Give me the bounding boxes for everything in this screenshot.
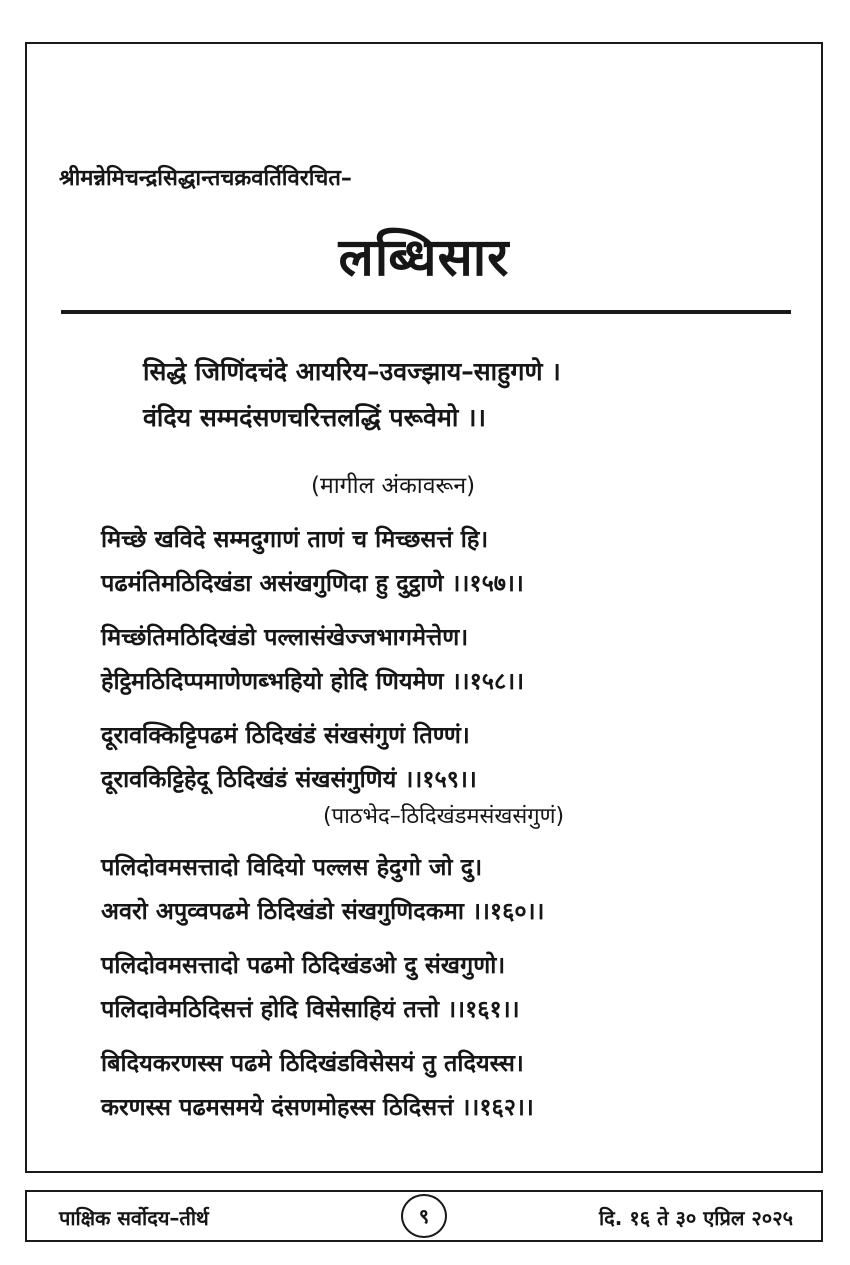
verse-list xyxy=(101,522,564,1144)
verse-161 xyxy=(101,948,564,1036)
page-frame xyxy=(25,42,823,1173)
page-title: लब्धिसार xyxy=(338,228,510,288)
verse-160 xyxy=(101,850,564,938)
issue-date: दि. १६ ते ३० एप्रिल २०२५ xyxy=(599,1206,793,1230)
verse-line: मिच्छंतिमठिदिखंडो पल्लासंखेज्जभागमेत्तेण। xyxy=(101,623,469,651)
verse-162 xyxy=(101,1046,564,1134)
invocation-line: वंदिय सम्मदंसणचरित्तलद्धिं परूवेमो ।। xyxy=(143,403,486,432)
verse-line: पलिदावेमठिदिसत्तं होदि विसेसाहियं तत्तो ।।१६१।। xyxy=(101,995,520,1023)
verse-line: अवरो अपुव्वपढमे ठिदिखंडो संखगुणिदकमा ।।१६०।। xyxy=(101,897,545,925)
verse-157 xyxy=(101,522,564,610)
verse-line: करणस्स पढमसमये दंसणमोहस्स ठिदिसत्तं ।।१६२।। xyxy=(101,1093,534,1121)
invocation-line: सिद्धे जिणिंदचंदे आयरिय–उवज्झाय–साहुगणे । xyxy=(143,357,561,386)
verse-159 xyxy=(101,718,564,840)
verse-line: पढमंतिमठिदिखंडा असंखगुणिदा हु दुट्ठाणे ।।१५७।। xyxy=(101,569,524,597)
title-divider xyxy=(61,310,791,314)
verse-line: मिच्छे खविदे सम्मदुगाणं ताणं च मिच्छसत्तं हि। xyxy=(101,525,489,553)
attribution: श्रीमन्नेमिचन्द्रसिद्धान्तचक्रवर्तिविरचित– xyxy=(59,166,352,191)
verse-line: दूरावक्किट्टिपढमं ठिदिखंडं संखसंगुणं तिण्णं। xyxy=(101,721,470,749)
invocation-verse xyxy=(143,354,561,446)
continued-note: (मागील अंकावरून) xyxy=(311,473,476,499)
verse-line: दूरावकिट्टिहेदू ठिदिखंडं संखसंगुणियं ।।१५९।। xyxy=(101,765,477,793)
publication-name: पाक्षिक सर्वोदय–तीर्थ xyxy=(59,1206,209,1230)
verse-line: हेट्ठिमठिदिप्पमाणेणब्भहियो होदि णियमेण ।।१५८।। xyxy=(101,667,525,695)
verse-line: पलिदोवमसत्तादो पढमो ठिदिखंडओ दु संखगुणो। xyxy=(101,951,506,979)
verse-line: बिदियकरणस्स पढमे ठिदिखंडविसेसयं तु तदियस्स। xyxy=(101,1049,524,1077)
footer-bar xyxy=(25,1190,823,1242)
verse-line: पलिदोवमसत्तादो विदियो पल्लस हेदुगो जो दु। xyxy=(101,853,483,881)
variant-reading-note: (पाठभेद–ठिदिखंडमसंखसंगुणं) xyxy=(323,804,565,829)
page-number-badge: ९ xyxy=(401,1194,447,1238)
verse-158 xyxy=(101,620,564,708)
